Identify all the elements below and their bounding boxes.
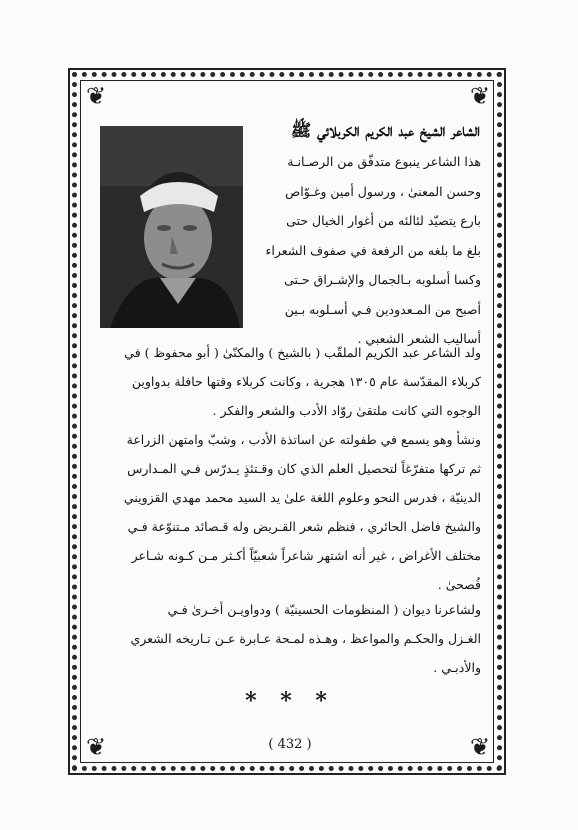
text-line: وحسن المعنىٰ ، ورسول أمين وغـوّاص bbox=[285, 183, 481, 199]
bottom-left-corner-ornament-icon: ❦ bbox=[85, 733, 107, 761]
text-line: بلغ ما بلغه من الرفعة في صفوف الشعراء bbox=[265, 242, 481, 258]
text-line: بارع يتصيّد لئالئه من أغوار الخيال حتى bbox=[286, 213, 481, 228]
page-number: ( 432 ) bbox=[268, 737, 312, 752]
poet-portrait bbox=[100, 126, 243, 328]
bottom-right-corner-ornament-icon: ❦ bbox=[469, 733, 491, 761]
text-line: ثم تركها متفرّغاً لتحصيل العلم الذي كان وقـتئذٍ يـدرّس فـي المـدارس bbox=[127, 461, 481, 476]
top-right-corner-ornament-icon: ❦ bbox=[469, 82, 491, 110]
text-line: والأدبـي . bbox=[433, 660, 481, 675]
youth-paragraph bbox=[98, 425, 481, 599]
text-line: هذا الشاعر ينبوع متدفّق من الرصـانـة bbox=[287, 154, 481, 169]
text-line: والشيخ فاضل الحائري ، فنظم شعر القـريض وله قـصائد مـتنوّعة فـي bbox=[127, 519, 481, 534]
text-line: أساليب الشعر الشعبي . bbox=[357, 331, 481, 346]
works-paragraph bbox=[98, 595, 481, 682]
text-line: ولد الشاعر عبد الكريم الملقّب ( بالشيخ ) والمكنّىٰ ( أبو محفوظ ) في bbox=[124, 345, 481, 360]
text-line: الدينيّة ، فدرس النحو وعلوم اللغة علىٰ يد السيد محمد مهدي القزويني bbox=[123, 490, 481, 505]
top-left-corner-ornament-icon: ❦ bbox=[85, 82, 107, 110]
text-line: وكسا أسلوبه بـالجمال والإشـراق حـتى bbox=[284, 272, 481, 287]
text-line: كربلاء المقدّسة عام ١٣٠٥ هجرية ، وكانت كربلاء وقتها حافلة بدواوين bbox=[131, 374, 481, 389]
text-line: الغـزل والحكـم والمواعظ ، وهـذه لمـحة عـابرة عـن تـاريخه الشعري bbox=[130, 631, 481, 646]
birth-paragraph bbox=[98, 338, 481, 425]
text-line: الوجوه التي كانت ملتقىٰ روّاد الأدب والشعر والفكر . bbox=[212, 403, 481, 418]
intro-paragraph bbox=[253, 147, 481, 354]
text-line: مختلف الأغراض ، غير أنه اشتهر شاعراً شعبيّاً أكـثر مـن كـونه شـاعر bbox=[131, 548, 481, 563]
text-line: ونشأ وهو يسمع في طفولته عن اساتذة الأدب ، وشبّ وامتهن الزراعة bbox=[126, 432, 481, 447]
section-separator: * * * bbox=[245, 688, 335, 714]
text-line: أصبح من المـعدودين فـي أسـلوبه بـين bbox=[284, 301, 481, 317]
text-line: ولشاعرنا ديوان ( المنظومات الحسينيّة ) ودواويـن أخـرىٰ فـي bbox=[167, 602, 481, 617]
page-title: الشاعر الشيخ عبد الكريم الكربلائي ﷺ bbox=[290, 121, 480, 141]
text-line: فُصحىٰ . bbox=[437, 577, 481, 592]
